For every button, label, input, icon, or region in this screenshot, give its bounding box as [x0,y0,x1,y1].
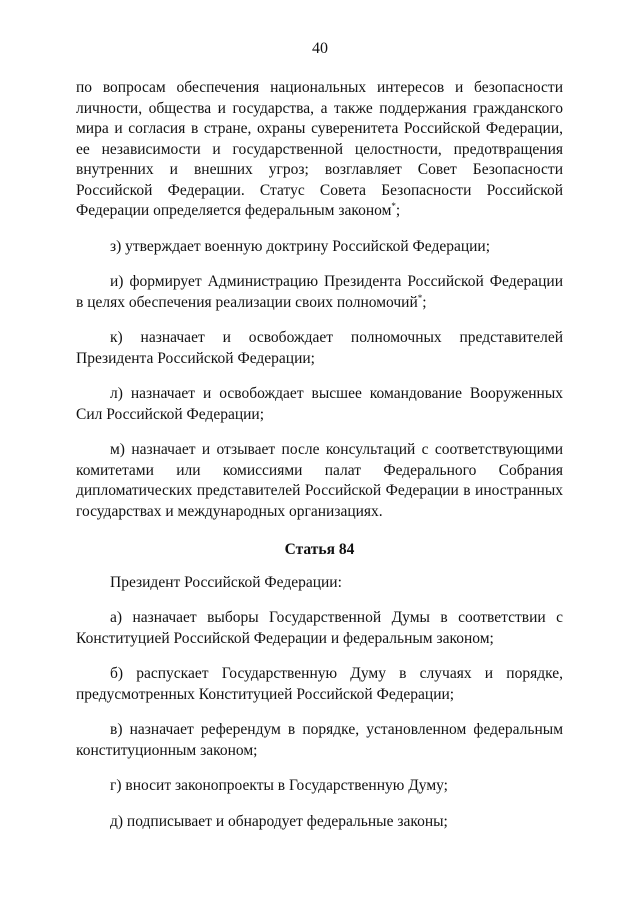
document-body [76,78,563,832]
item-k: к) назначает и освобождает полномочных представителей Президента Российской Федерации; [76,329,563,367]
article-item-v: в) назначает референдум в порядке, установленном федеральным конституционным законом; [76,721,563,759]
continuation-paragraph [76,78,563,222]
article-item-b: б) распускает Государственную Думу в случаях и порядке, предусмотренных Конституцией Российской Федерации; [76,665,563,703]
article-intro: Президент Российской Федерации: [110,573,342,591]
article-heading: Статья 84 [284,541,355,558]
item-m: м) назначает и отзывает после консультаций с соответствующими комитетами или комиссиями палат Федерального Собрания дипломатических представителей Российской Федерации в иностранных государствах и международных организациях. [76,441,563,520]
page-number: 40 [312,40,328,57]
article-item-g: г) вносит законопроекты в Государственную Думу; [110,777,448,794]
footnote-mark: * [417,292,423,303]
item-l: л) назначает и освобождает высшее командование Вооруженных Сил Российской Федерации; [76,385,563,423]
item-i-end: ; [422,293,427,311]
article-item-a: а) назначает выборы Государственной Думы в соответствии с Конституцией Российской Федерации и федеральным законом; [76,609,563,647]
continuation-end: ; [395,202,401,219]
footnote-mark: * [391,200,396,211]
continuation-text: по вопросам обеспечения национальных интересов и безопасности личности, общества и государства, а также поддержания гражданского мира и согласия в стране, охраны суверенитета Российской Федерации, ее независимости и государственной целостности, предотвращения внутренних и внешних угроз; возглавляет Совет Безопасности Российской Федерации. Статус Совета Безопасности Российской Федерации определяется федеральным законом [76,79,563,219]
article-item-d: д) подписывает и обнародует федеральные законы; [110,812,448,830]
item-z: з) утверждает военную доктрину Российской Федерации; [110,237,491,255]
item-i [76,272,563,313]
item-i-text: и) формирует Администрацию Президента Российской Федерации в целях обеспечения реализации своих полномочий [76,273,563,311]
